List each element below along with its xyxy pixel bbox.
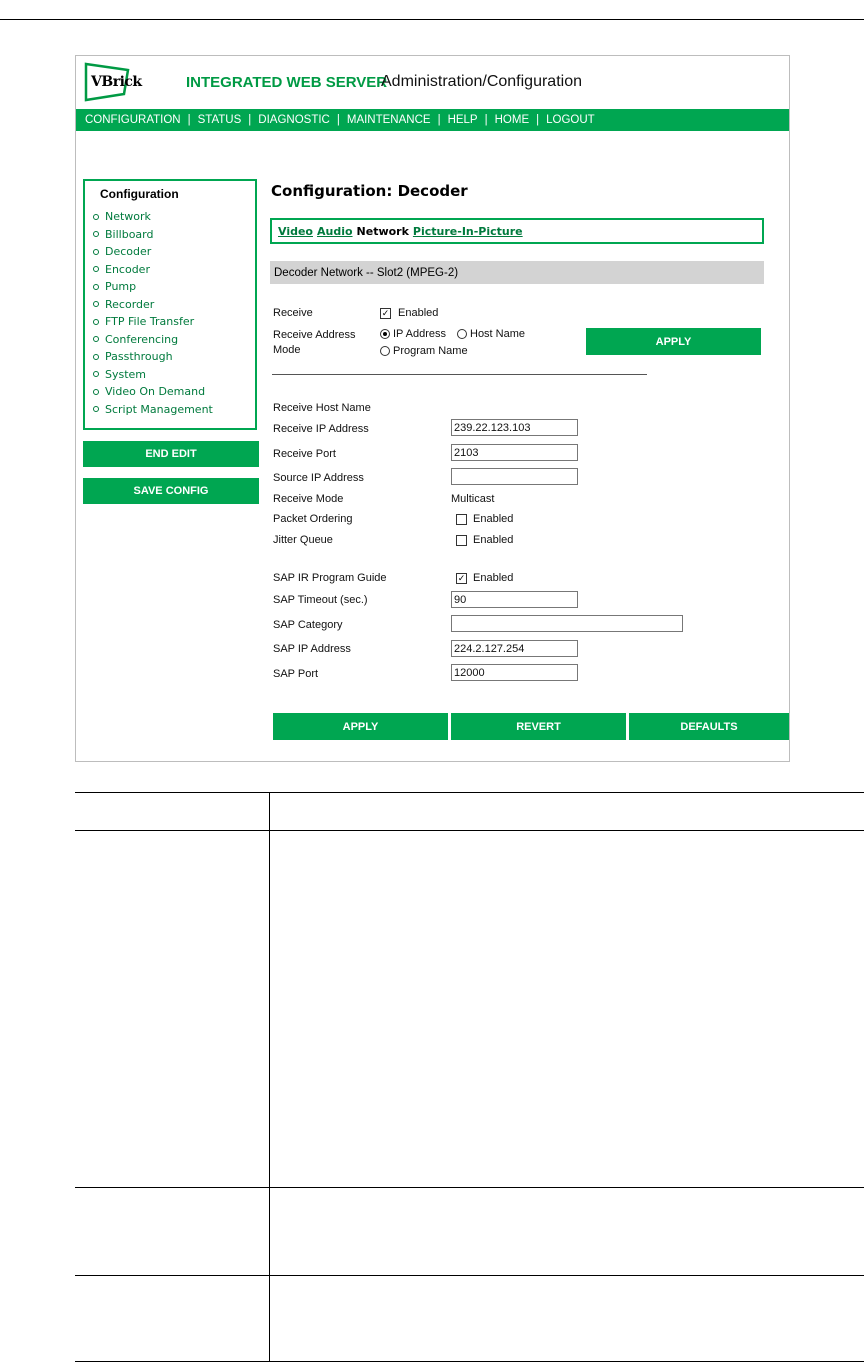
tab-audio[interactable]: Audio <box>316 224 353 238</box>
mode-program-label: Program Name <box>393 345 468 357</box>
sidebar-title: Configuration <box>100 187 179 201</box>
nav-status[interactable]: STATUS <box>197 114 242 126</box>
nav-help[interactable]: HELP <box>447 114 478 126</box>
source-ip-input[interactable] <box>451 468 578 485</box>
receive-address-mode-label-2: Mode <box>273 344 301 356</box>
browser-screenshot-frame <box>75 55 790 762</box>
receive-ip-input[interactable] <box>451 419 578 436</box>
revert-button[interactable]: REVERT <box>451 713 626 740</box>
sidebar-item-billboard[interactable]: Billboard <box>93 226 213 244</box>
mode-ip-label: IP Address <box>393 328 446 340</box>
sidebar-item-encoder[interactable]: Encoder <box>93 261 213 279</box>
table-row-rule <box>75 1275 864 1276</box>
bullet-icon <box>93 231 99 237</box>
bullet-icon <box>93 301 99 307</box>
mode-ip-radio[interactable] <box>380 329 390 339</box>
table-top-rule <box>75 792 864 793</box>
sap-ir-enabled-label: Enabled <box>473 572 514 584</box>
logo-text: VBrick <box>91 74 142 90</box>
receive-checkbox[interactable]: ✓ <box>381 308 390 318</box>
divider <box>272 374 647 375</box>
sap-ir-checkbox[interactable]: ✓ <box>457 573 466 583</box>
sap-timeout-label: SAP Timeout (sec.) <box>273 594 368 606</box>
decoder-tabs <box>270 218 764 244</box>
sap-ir-label: SAP IR Program Guide <box>273 572 387 584</box>
receive-port-label: Receive Port <box>273 448 336 460</box>
sidebar-item-recorder[interactable]: Recorder <box>93 296 213 314</box>
nav-diagnostic[interactable]: DIAGNOSTIC <box>258 114 330 126</box>
bullet-icon <box>93 249 99 255</box>
sap-category-label: SAP Category <box>273 619 343 631</box>
mode-program-radio[interactable] <box>380 346 390 356</box>
jitter-queue-label: Jitter Queue <box>273 534 333 546</box>
bullet-icon <box>93 214 99 220</box>
sidebar-item-system[interactable]: System <box>93 366 213 384</box>
receive-port-input[interactable] <box>451 444 578 461</box>
mode-host-label: Host Name <box>470 328 526 340</box>
sap-ip-input[interactable] <box>451 640 578 657</box>
sap-category-input[interactable] <box>451 615 683 632</box>
tab-picture-in-picture[interactable]: Picture-In-Picture <box>412 224 523 238</box>
packet-ordering-label: Packet Ordering <box>273 513 353 525</box>
bullet-icon <box>93 354 99 360</box>
bullet-icon <box>93 266 99 272</box>
config-sidebar <box>83 179 257 430</box>
apply-top-button[interactable]: APPLY <box>586 328 761 355</box>
nav-logout[interactable]: LOGOUT <box>546 114 595 126</box>
apply-button[interactable]: APPLY <box>273 713 448 740</box>
bullet-icon <box>93 319 99 325</box>
nav-home[interactable]: HOME <box>494 114 530 126</box>
jitter-queue-enabled-label: Enabled <box>473 534 514 546</box>
end-edit-button[interactable]: END EDIT <box>83 441 259 467</box>
table-header-rule <box>75 830 864 831</box>
receive-ip-label: Receive IP Address <box>273 423 369 435</box>
sidebar-item-ftp[interactable]: FTP File Transfer <box>93 313 213 331</box>
sidebar-item-network[interactable]: Network <box>93 208 213 226</box>
bullet-icon <box>93 284 99 290</box>
sidebar-item-passthrough[interactable]: Passthrough <box>93 348 213 366</box>
receive-mode-value: Multicast <box>451 493 495 505</box>
table-row-rule <box>75 1187 864 1188</box>
sidebar-item-script-management[interactable]: Script Management <box>93 401 213 419</box>
receive-host-name-label: Receive Host Name <box>273 402 371 414</box>
mode-host-radio[interactable] <box>457 329 467 339</box>
bullet-icon <box>93 336 99 342</box>
sidebar-item-video-on-demand[interactable]: Video On Demand <box>93 383 213 401</box>
page-title: Configuration: Decoder <box>271 182 468 200</box>
receive-label: Receive <box>273 307 313 319</box>
receive-enabled-label: Enabled <box>398 307 439 319</box>
sidebar-item-conferencing[interactable]: Conferencing <box>93 331 213 349</box>
tab-network: Network <box>356 224 409 238</box>
packet-ordering-checkbox[interactable] <box>456 514 467 525</box>
bullet-icon <box>93 389 99 395</box>
top-nav-bar: CONFIGURATION | STATUS | DIAGNOSTIC | MAINTENANCE | HELP | HOME | LOGOUT <box>76 109 789 131</box>
save-config-button[interactable]: SAVE CONFIG <box>83 478 259 504</box>
sidebar-item-decoder[interactable]: Decoder <box>93 243 213 261</box>
jitter-queue-checkbox[interactable] <box>456 535 467 546</box>
sap-ip-label: SAP IP Address <box>273 643 351 655</box>
page-subtitle: Administration/Configuration <box>381 73 582 90</box>
sap-timeout-input[interactable] <box>451 591 578 608</box>
bullet-icon <box>93 371 99 377</box>
sap-port-input[interactable] <box>451 664 578 681</box>
defaults-button[interactable]: DEFAULTS <box>629 713 789 740</box>
tab-video[interactable]: Video <box>278 224 313 238</box>
page-top-rule <box>0 19 864 20</box>
bullet-icon <box>93 406 99 412</box>
receive-address-mode-label: Receive Address <box>273 329 356 341</box>
sap-port-label: SAP Port <box>273 668 319 680</box>
source-ip-label: Source IP Address <box>273 472 364 484</box>
brand-title: INTEGRATED WEB SERVER <box>186 74 388 91</box>
nav-configuration[interactable]: CONFIGURATION <box>85 114 181 126</box>
section-header: Decoder Network -- Slot2 (MPEG-2) <box>270 261 764 284</box>
nav-maintenance[interactable]: MAINTENANCE <box>346 114 431 126</box>
receive-mode-label: Receive Mode <box>273 493 344 505</box>
packet-ordering-enabled-label: Enabled <box>473 513 514 525</box>
table-column-divider <box>269 792 270 1362</box>
sidebar-item-pump[interactable]: Pump <box>93 278 213 296</box>
